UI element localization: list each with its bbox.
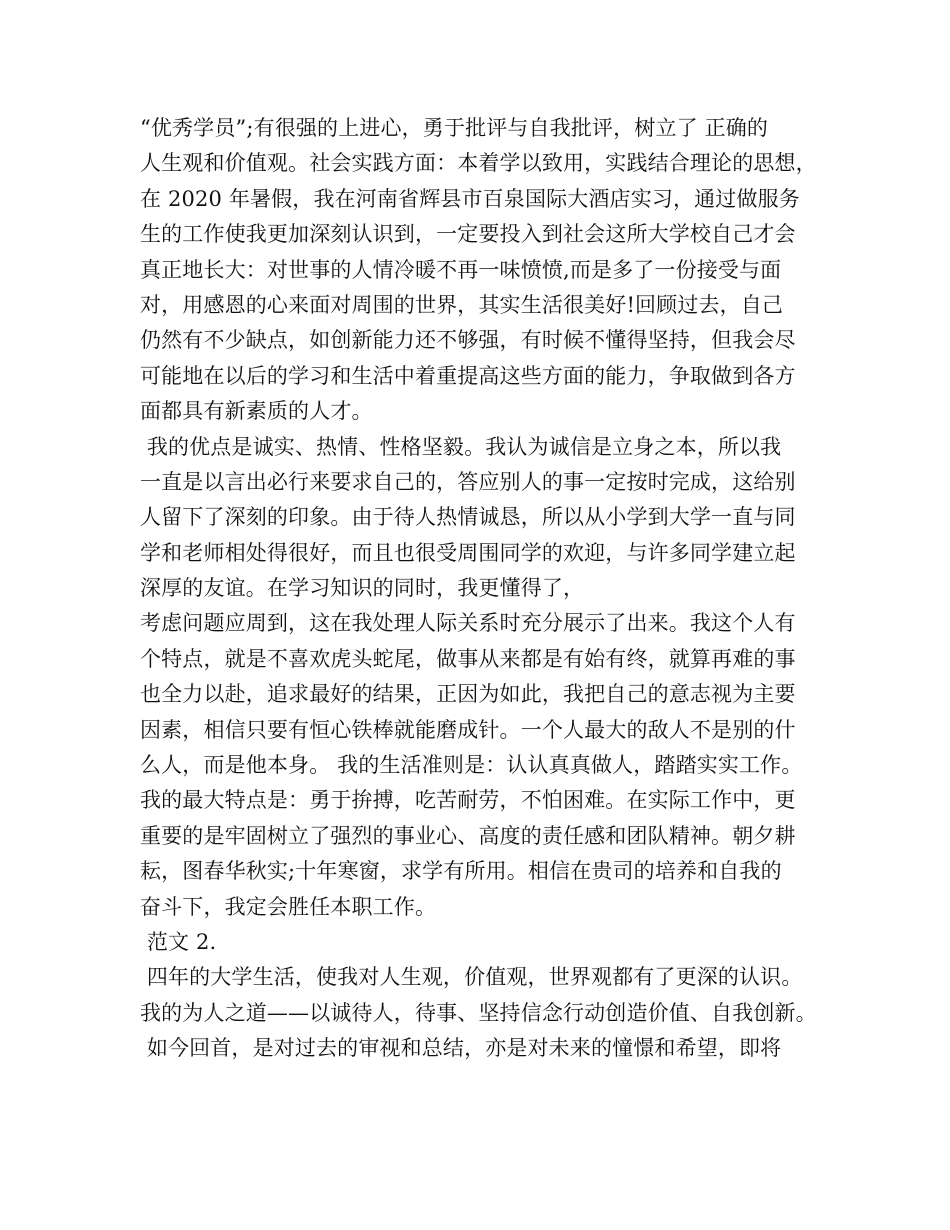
text-line: 深厚的友谊。在学习知识的同时，我更懂得了， bbox=[140, 576, 585, 601]
text-line: 我的优点是诚实、热情、性格坚毅。我认为诚信是立身之本，所以我 bbox=[140, 434, 782, 459]
text-line: “优秀学员”;有很强的上进心，勇于批评与自我批评，树立了 正确的 bbox=[140, 116, 769, 140]
text-line: 可能地在以后的学习和生活中着重提高这些方面的能力，争取做到各方 bbox=[140, 363, 796, 388]
text-line: 我的最大特点是：勇于拚搏，吃苦耐劳，不怕困难。在实际工作中，更 bbox=[140, 788, 796, 813]
text-line: 人留下了深刻的印象。由于待人热情诚恳，所以从小学到大学一直与同 bbox=[140, 505, 796, 530]
text-line: 生的工作使我更加深刻认识到，一定要投入到社会这所大学校自己才会 bbox=[140, 222, 796, 247]
text-line: 面都具有新素质的人才。 bbox=[140, 399, 373, 424]
text-line: 真正地长大：对世事的人情冷暖不再一味愤愤,而是多了一份接受与面 bbox=[140, 257, 782, 282]
text-line: 重要的是牢固树立了强烈的事业心、高度的责任感和团队精神。朝夕耕 bbox=[140, 823, 796, 848]
text-line: 对，用感恩的心来面对周围的世界，其实生活很美好!回顾过去，自己 bbox=[140, 292, 784, 317]
text-line: 在 2020 年暑假，我在河南省辉县市百泉国际大酒店实习，通过做服务 bbox=[140, 186, 800, 211]
text-line: 仍然有不少缺点，如创新能力还不够强，有时候不懂得坚持，但我会尽 bbox=[140, 328, 796, 353]
text-line: 一直是以言出必行来要求自己的，答应别人的事一定按时完成，这给别 bbox=[140, 469, 796, 494]
section-heading: 范文 2. bbox=[140, 929, 217, 954]
text-line: 么人，而是他本身。 我的生活准则是：认认真真做人，踏踏实实工作。 bbox=[140, 753, 803, 778]
text-line: 也全力以赴，追求最好的结果，正因为如此，我把自己的意志视为主要 bbox=[140, 682, 796, 707]
text-line: 耘，图春华秋实;十年寒窗，求学有所用。相信在贵司的培养和自我的 bbox=[140, 859, 782, 884]
text-line: 因素，相信只要有恒心铁棒就能磨成针。一个人最大的敌人不是别的什 bbox=[140, 717, 796, 742]
text-line: 我的为人之道——以诚待人，待事、坚持信念行动创造价值、自我创新。 bbox=[140, 1000, 817, 1025]
text-line: 奋斗下，我定会胜任本职工作。 bbox=[140, 894, 437, 919]
document-body bbox=[140, 111, 830, 1067]
text-line: 考虑问题应周到，这在我处理人际关系时充分展示了出来。我这个人有 bbox=[140, 611, 796, 636]
text-line: 如今回首，是对过去的审视和总结，亦是对未来的憧憬和希望，即将 bbox=[140, 1036, 782, 1061]
text-line: 个特点，就是不喜欢虎头蛇尾，做事从来都是有始有终，就算再难的事 bbox=[140, 646, 796, 671]
text-line: 四年的大学生活，使我对人生观，价值观，世界观都有了更深的认识。 bbox=[140, 965, 803, 990]
text-line: 人生观和价值观。社会实践方面：本着学以致用，实践结合理论的思想， bbox=[140, 151, 817, 176]
text-line: 学和老师相处得很好，而且也很受周围同学的欢迎，与许多同学建立起 bbox=[140, 540, 796, 565]
